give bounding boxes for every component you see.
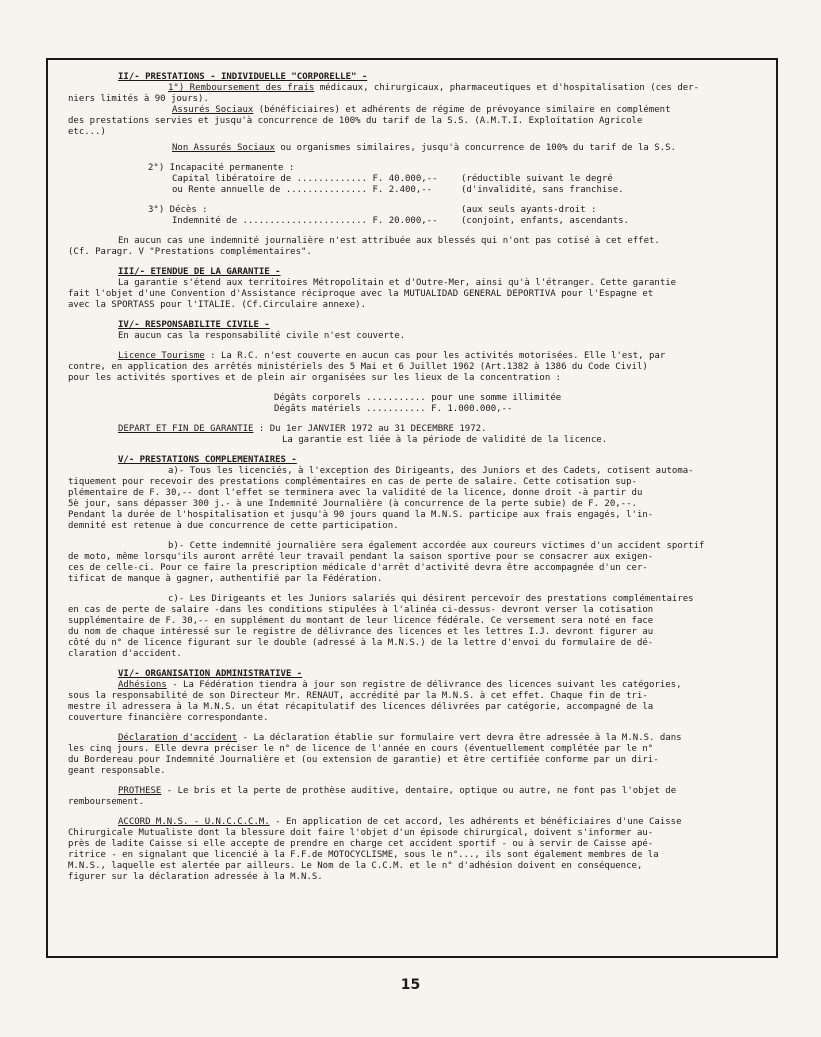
- text-line: (Cf. Paragr. V "Prestations complémentaires".: [68, 247, 312, 257]
- text-line: Non Assurés Sociaux ou organismes similaires, jusqu'à concurrence de 100% du tarif de la S.S.: [172, 143, 676, 153]
- text-line: de moto, même lorsqu'ils auront arrêté leur travail pendant la saison sportive pour se consacrer aux exigen-: [68, 552, 654, 562]
- text-line: près de ladite Caisse si elle accepte de prendre en charge cet accident sportif - ou à servir de Caisse apé-: [68, 839, 654, 849]
- text-line: des prestations servies et jusqu'à concurrence de 100% du tarif de la S.S. (A.M.T.I. Exploitation Agricole: [68, 116, 643, 126]
- text-line: côté du n° de licence figurant sur le double (adressé à la M.N.S.) de la lettre d'envoi du formulaire de dé-: [68, 638, 654, 648]
- text-line: En aucun cas la responsabilité civile n'est couverte.: [118, 331, 406, 341]
- text-line: b)- Cette indemnité journalière sera également accordée aux coureurs victimes d'un accident sportif: [168, 541, 705, 551]
- text-line: Dégâts matériels ........... F. 1.000.000,--: [274, 404, 513, 414]
- text-line: (d'invalidité, sans franchise.: [461, 185, 624, 195]
- text-line: (conjoint, enfants, ascendants.: [461, 216, 629, 226]
- text-line: en cas de perte de salaire -dans les conditions stipulées à l'alinéa ci-dessus- devront verser la cotisation: [68, 605, 654, 615]
- text-line: Indemnité de ....................... F. 20.000,--: [172, 216, 438, 226]
- text-line: etc...): [68, 127, 106, 137]
- text-line: geant responsable.: [68, 766, 166, 776]
- text-line: Chirurgicale Mutualiste dont la blessure doit faire l'objet d'un épisode chirurgical, doivent s'informer au-: [68, 828, 654, 838]
- section-heading: II/- PRESTATIONS - INDIVIDUELLE "CORPORELLE" -: [118, 72, 368, 82]
- text-line: (aux seuls ayants-droit :: [461, 205, 597, 215]
- text-line: du nom de chaque intéressé sur le registre de délivrance des licences et les lettres I.J. devront figurer au: [68, 627, 654, 637]
- text-line: fait l'objet d'une Convention d'Assistance réciproque avec la MUTUALIDAD GENERAL DEPORTIVA pour l'Espagne et: [68, 289, 654, 299]
- text-line: claration d'accident.: [68, 649, 182, 659]
- text-line: contre, en application des arrêtés ministériels des 5 Mai et 6 Juillet 1962 (Art.1382 à 1386 du Code Civil): [68, 362, 648, 372]
- text-line: 5è jour, sans dépasser 300 j.- à une Indemnité Journalière (à concurrence de la perte subie) de F. 20,--.: [68, 499, 637, 509]
- text-line: remboursement.: [68, 797, 144, 807]
- text-line: Assurés Sociaux (bénéficiaires) et adhérents de régime de prévoyance similaire en complément: [172, 105, 671, 115]
- text-line: a)- Tous les licenciés, à l'exception des Dirigeants, des Juniors et des Cadets, cotisent automa-: [168, 466, 694, 476]
- text-line: Pendant la durée de l'hospitalisation et jusqu'à 90 jours quand la M.N.S. participe aux frais engagés, l'in-: [68, 510, 654, 520]
- text-line: 3°) Décès :: [148, 205, 208, 215]
- section-heading: IV/- RESPONSABILITE CIVILE -: [118, 320, 270, 330]
- text-line: 1°) Remboursement des frais médicaux, chirurgicaux, pharmaceutiques et d'hospitalisation (ces der-: [168, 83, 700, 93]
- text-line: ritrice - en signalant que licencié à la F.F.de MOTOCYCLISME, sous le n°..., ils sont également membres de la: [68, 850, 659, 860]
- section-heading: V/- PRESTATIONS COMPLEMENTAIRES -: [118, 455, 297, 465]
- table-row: [68, 185, 762, 196]
- text-line: pour les activités sportives et de plein air organisées sur les lieux de la concentration :: [68, 373, 562, 383]
- text-line: tificat de manque à gagner, authentifié par la Fédération.: [68, 574, 383, 584]
- text-line: plémentaire de F. 30,-- dont l'effet se terminera avec la validité de la licence, donne droit -à partir du: [68, 488, 643, 498]
- table-row: [68, 174, 762, 185]
- section-heading: III/- ETENDUE DE LA GARANTIE -: [118, 267, 281, 277]
- text-line: Capital libératoire de ............. F. 40.000,--: [172, 174, 438, 184]
- text-line: La garantie est liée à la période de validité de la licence.: [282, 435, 608, 445]
- text-line: 2°) Incapacité permanente :: [148, 163, 295, 173]
- section-heading: VI/- ORGANISATION ADMINISTRATIVE -: [118, 669, 303, 679]
- text-line: PROTHESE - Le bris et la perte de prothèse auditive, dentaire, optique ou autre, ne font pas l'objet de: [118, 786, 677, 796]
- text-line: du Bordereau pour Indemnité Journalière et (ou extension de garantie) et être certifiée conforme par un diri-: [68, 755, 659, 765]
- text-line: niers limités à 90 jours).: [68, 94, 209, 104]
- text-line: supplémentaire de F. 30,-- en supplément du montant de leur licence fédérale. Ce versement sera noté en face: [68, 616, 654, 626]
- text-line: demnité est retenue à due concurrence de cette participation.: [68, 521, 399, 531]
- text-line: Adhésions - La Fédération tiendra à jour son registre de délivrance des licences suivant les catégories,: [118, 680, 682, 690]
- text-line: Déclaration d'accident - La déclaration établie sur formulaire vert devra être adressée à la M.N.S. dans: [118, 733, 682, 743]
- text-line: couverture financière correspondante.: [68, 713, 269, 723]
- document-body: [68, 72, 762, 883]
- text-line: c)- Les Dirigeants et les Juniors salariés qui désirent percevoir des prestations complémentaires: [168, 594, 694, 604]
- text-line: avec la SPORTASS pour l'ITALIE. (Cf.Circulaire annexe).: [68, 300, 367, 310]
- text-line: figurer sur la déclaration adressée à la M.N.S.: [68, 872, 323, 882]
- text-line: ACCORD M.N.S. - U.N.C.C.C.M. - En application de cet accord, les adhérents et bénéficiaires d'une Caisse: [118, 817, 682, 827]
- text-line: mestre il adressera à la M.N.S. un état récapitulatif des licences délivrées par catégorie, accompagné de la: [68, 702, 654, 712]
- text-line: DEPART ET FIN DE GARANTIE : Du 1er JANVIER 1972 au 31 DECEMBRE 1972.: [118, 424, 487, 434]
- text-line: M.N.S., laquelle est alertée par ailleurs. Le Nom de la C.C.M. et le n° d'adhésion doivent en conséquence,: [68, 861, 643, 871]
- page-number: 15: [400, 977, 421, 993]
- text-line: tiquement pour recevoir des prestations complémentaires en cas de perte de salaire. Cette cotisation sup-: [68, 477, 637, 487]
- text-line: En aucun cas une indemnité journalière n'est attribuée aux blessés qui n'ont pas cotisé à cet effet.: [118, 236, 660, 246]
- text-line: La garantie s'étend aux territoires Métropolitain et d'Outre-Mer, ainsi qu'à l'étranger. Cette garantie: [118, 278, 677, 288]
- table-row: [68, 205, 762, 216]
- table-row: [68, 216, 762, 227]
- text-line: sous la responsabilité de son Directeur Mr. RENAUT, accrédité par la M.N.S. à cet effet. Chaque fin de tri-: [68, 691, 648, 701]
- text-line: ou Rente annuelle de ............... F. 2.400,--: [172, 185, 433, 195]
- text-line: Dégâts corporels ........... pour une somme illimitée: [274, 393, 562, 403]
- text-line: ces de celle-ci. Pour ce faire la prescription médicale d'arrêt d'activité devra être accompagnée d'un cer-: [68, 563, 648, 573]
- text-line: (réductible suivant le degré: [461, 174, 613, 184]
- text-line: Licence Tourisme : La R.C. n'est couverte en aucun cas pour les activités motorisées. Elle l'est, par: [118, 351, 666, 361]
- text-line: les cinq jours. Elle devra préciser le n° de licence de l'année en cours (éventuellement complétée par le n°: [68, 744, 654, 754]
